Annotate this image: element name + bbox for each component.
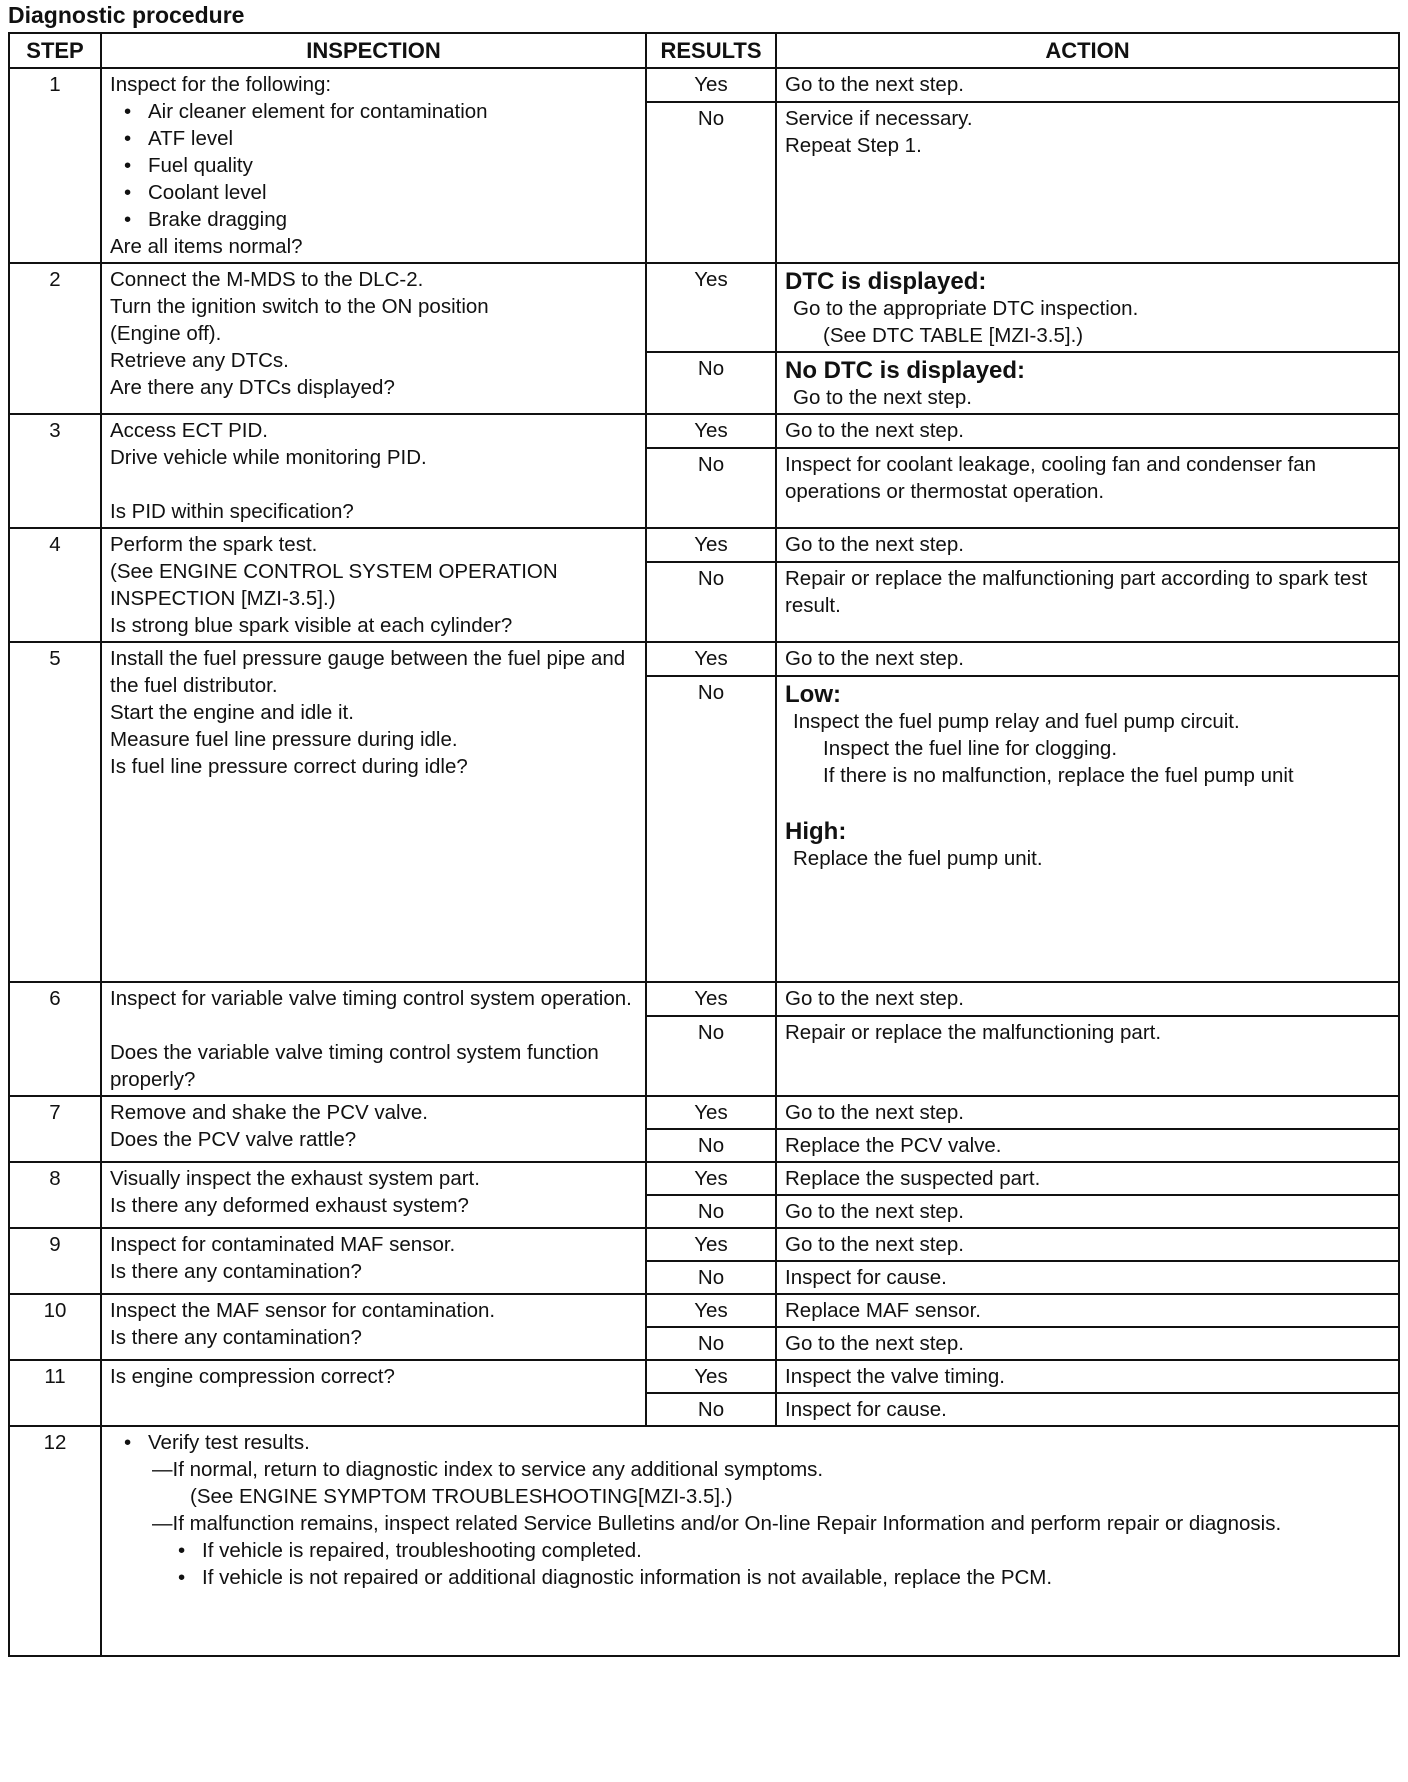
header-results: RESULTS: [646, 33, 776, 68]
table-row: [9, 1162, 1399, 1195]
step-number: 8: [9, 1162, 101, 1228]
table-row: [9, 528, 1399, 562]
final-step-cell: • Verify test results. — If normal, return to diagnostic index to service any additional symptoms. (See ENGINE SYMPTOM TROUBLESHOOTING[MZI-3.5].) — If malfunction remains, inspect related Service Bulletins and/or On-line Repair Information and perform repair or diagnosis. • If vehicle is repaired, troubleshooting completed. • If vehicle is not repaired or additional diagnostic information is not available, replace the PCM.: [101, 1426, 1399, 1656]
page-title: Diagnostic procedure: [8, 2, 245, 28]
action-yes: Go to the next step.: [776, 414, 1399, 448]
result-yes: Yes: [646, 982, 776, 1016]
action-no: Repair or replace the malfunctioning part.: [776, 1016, 1399, 1096]
result-no: No: [646, 1393, 776, 1426]
step-number: 4: [9, 528, 101, 642]
action-yes: Go to the next step.: [776, 68, 1399, 102]
action-no: Low: Inspect the fuel pump relay and fuel pump circuit. Inspect the fuel line for clogging. If there is no malfunction, replace the fuel pump unit High: Replace the fuel pump unit.: [776, 676, 1399, 982]
action-no: Repair or replace the malfunctioning part according to spark test result.: [776, 562, 1399, 642]
action-yes: Go to the next step.: [776, 982, 1399, 1016]
action-yes: Go to the next step.: [776, 1228, 1399, 1261]
result-yes: Yes: [646, 528, 776, 562]
header-step: STEP: [9, 33, 101, 68]
inspection-cell: Perform the spark test. (See ENGINE CONTROL SYSTEM OPERATION INSPECTION [MZI-3.5].) Is strong blue spark visible at each cylinder?: [101, 528, 646, 642]
table-row: [9, 642, 1399, 676]
inspection-cell: Install the fuel pressure gauge between the fuel pipe and the fuel distributor. Start the engine and idle it. Measure fuel line pressure during idle. Is fuel line pressure correct during idle?: [101, 642, 646, 982]
result-yes: Yes: [646, 1096, 776, 1129]
action-yes: Go to the next step.: [776, 642, 1399, 676]
step-number: 10: [9, 1294, 101, 1360]
result-no: No: [646, 676, 776, 982]
action-no: Inspect for coolant leakage, cooling fan and condenser fan operations or thermostat operation.: [776, 448, 1399, 528]
table-row: [9, 1228, 1399, 1261]
action-yes: Replace the suspected part.: [776, 1162, 1399, 1195]
action-no: Go to the next step.: [776, 1195, 1399, 1228]
action-no: Inspect for cause.: [776, 1393, 1399, 1426]
action-yes: Go to the next step.: [776, 1096, 1399, 1129]
action-no: Go to the next step.: [776, 1327, 1399, 1360]
inspection-cell: Inspect the MAF sensor for contamination. Is there any contamination?: [101, 1294, 646, 1360]
table-row: [9, 1294, 1399, 1327]
action-no: No DTC is displayed: Go to the next step.: [776, 352, 1399, 414]
step-number: 7: [9, 1096, 101, 1162]
result-yes: Yes: [646, 68, 776, 102]
action-no: Replace the PCV valve.: [776, 1129, 1399, 1162]
result-no: No: [646, 1016, 776, 1096]
result-no: No: [646, 1129, 776, 1162]
step-number: 9: [9, 1228, 101, 1294]
step-number: 11: [9, 1360, 101, 1426]
result-yes: Yes: [646, 1228, 776, 1261]
result-yes: Yes: [646, 1360, 776, 1393]
result-no: No: [646, 1327, 776, 1360]
inspection-cell: Inspect for the following: • Air cleaner element for contamination • ATF level • Fuel quality • Coolant level • Brake dragging Are all items normal?: [101, 68, 646, 263]
table-row: [9, 982, 1399, 1016]
result-no: No: [646, 102, 776, 263]
inspection-cell: Is engine compression correct?: [101, 1360, 646, 1426]
result-yes: Yes: [646, 642, 776, 676]
table-row: [9, 1096, 1399, 1129]
table-row: [9, 1426, 1399, 1656]
header-row: [9, 33, 1399, 68]
action-yes: Replace MAF sensor.: [776, 1294, 1399, 1327]
table-row: [9, 68, 1399, 102]
inspection-cell: Inspect for variable valve timing control system operation. Does the variable valve timing control system function properly?: [101, 982, 646, 1096]
action-no: Inspect for cause.: [776, 1261, 1399, 1294]
header-action: ACTION: [776, 33, 1399, 68]
result-no: No: [646, 1195, 776, 1228]
result-yes: Yes: [646, 414, 776, 448]
action-yes: Inspect the valve timing.: [776, 1360, 1399, 1393]
table-row: [9, 263, 1399, 352]
step-number: 1: [9, 68, 101, 263]
diagnostic-table: [8, 32, 1400, 1657]
table-row: [9, 414, 1399, 448]
inspection-cell: Connect the M-MDS to the DLC-2. Turn the ignition switch to the ON position (Engine off). Retrieve any DTCs. Are there any DTCs displayed?: [101, 263, 646, 414]
result-no: No: [646, 352, 776, 414]
inspection-cell: Inspect for contaminated MAF sensor. Is there any contamination?: [101, 1228, 646, 1294]
inspection-cell: Remove and shake the PCV valve. Does the PCV valve rattle?: [101, 1096, 646, 1162]
result-no: No: [646, 1261, 776, 1294]
table-row: [9, 1360, 1399, 1393]
result-no: No: [646, 448, 776, 528]
step-number: 6: [9, 982, 101, 1096]
step-number: 2: [9, 263, 101, 414]
result-yes: Yes: [646, 263, 776, 352]
result-no: No: [646, 562, 776, 642]
step-number: 3: [9, 414, 101, 528]
action-yes: DTC is displayed: Go to the appropriate DTC inspection. (See DTC TABLE [MZI-3.5].): [776, 263, 1399, 352]
action-yes: Go to the next step.: [776, 528, 1399, 562]
inspection-cell: Access ECT PID. Drive vehicle while monitoring PID. Is PID within specification?: [101, 414, 646, 528]
result-yes: Yes: [646, 1294, 776, 1327]
step-number: 12: [9, 1426, 101, 1656]
action-no: Service if necessary. Repeat Step 1.: [776, 102, 1399, 263]
step-number: 5: [9, 642, 101, 982]
result-yes: Yes: [646, 1162, 776, 1195]
header-inspection: INSPECTION: [101, 33, 646, 68]
inspection-cell: Visually inspect the exhaust system part. Is there any deformed exhaust system?: [101, 1162, 646, 1228]
